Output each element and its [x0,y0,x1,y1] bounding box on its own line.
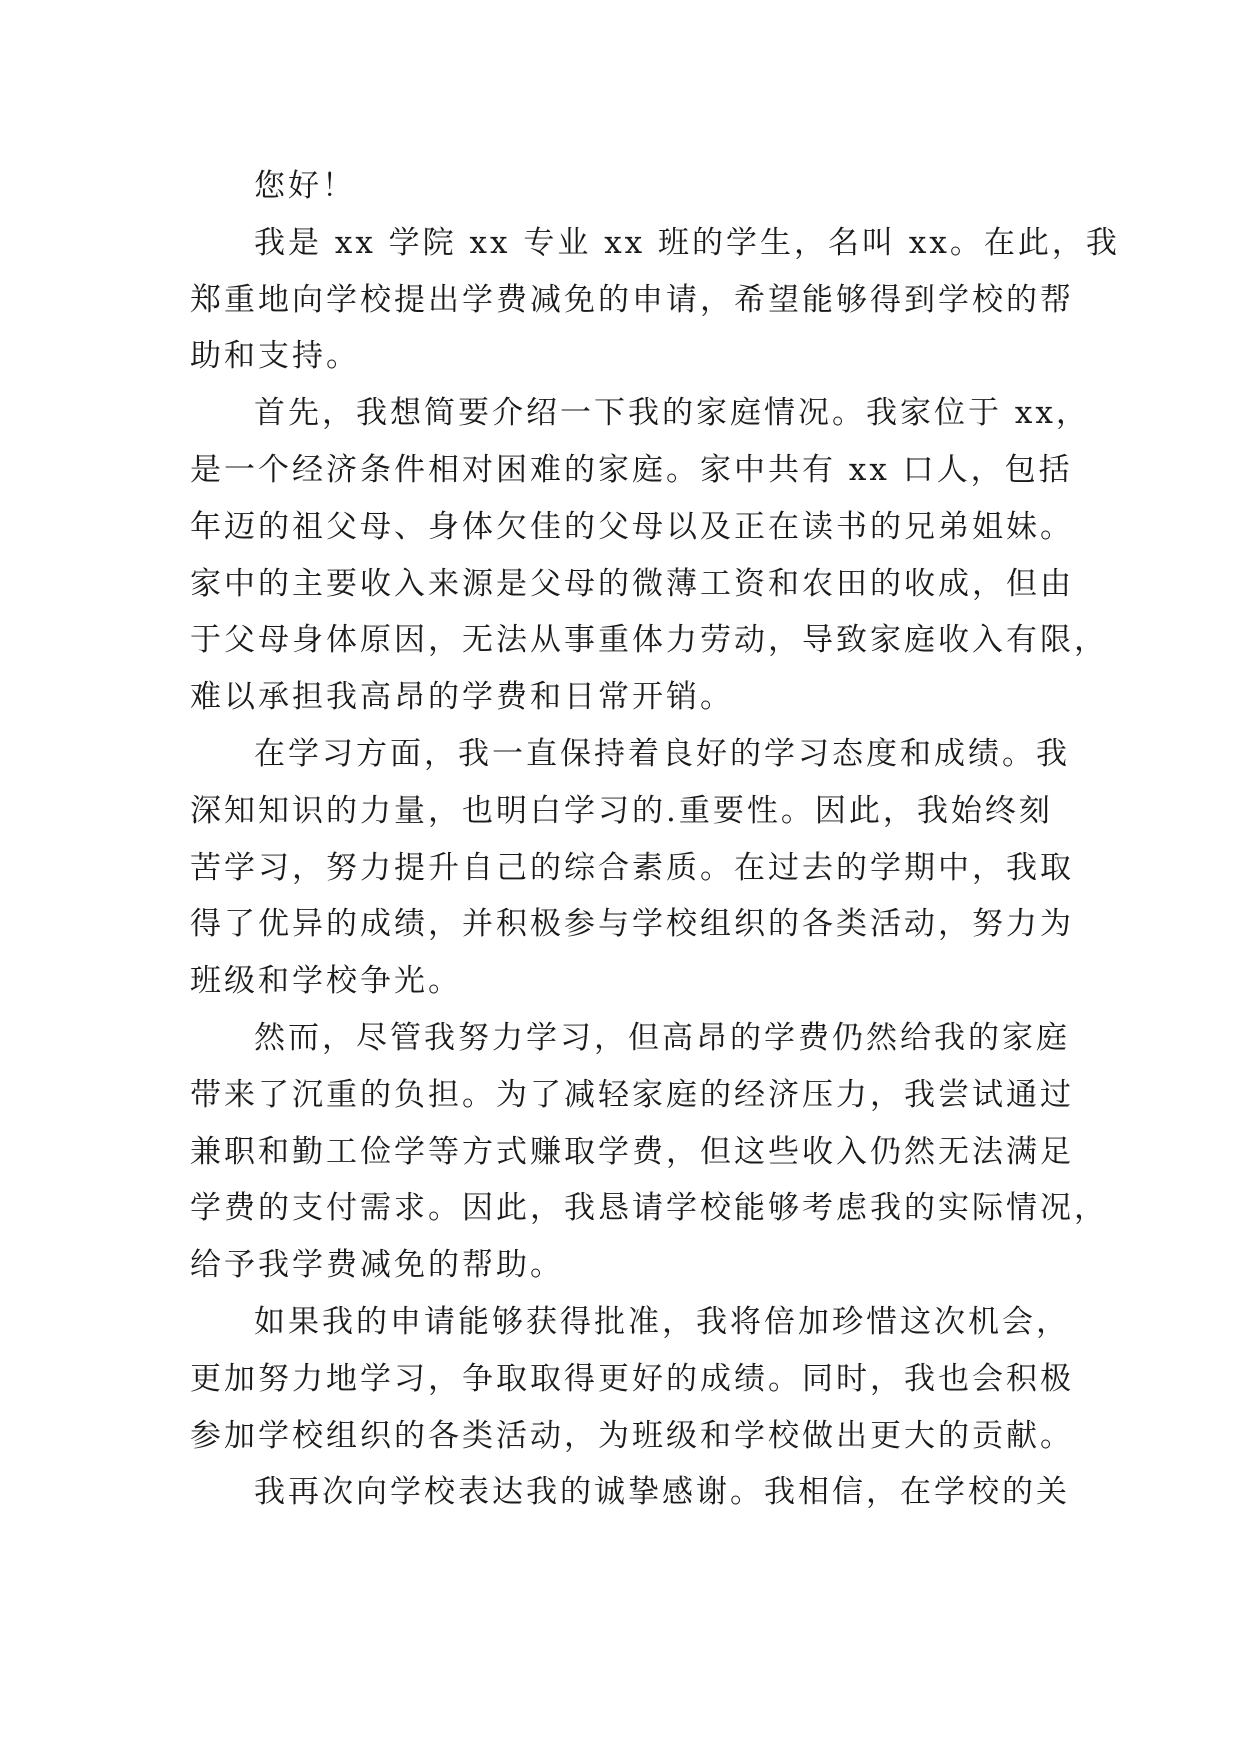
text-line: 难以承担我高昂的学费和日常开销。 [190,679,734,716]
text-line: 给予我学费减免的帮助。 [190,1247,564,1284]
text-line: 参加学校组织的各类活动，为班级和学校做出更大的贡献。 [190,1417,1074,1454]
text-line: 苦学习，努力提升自己的综合素质。在过去的学期中，我取 [190,849,1074,886]
text-line: 学费的支付需求。因此，我恳请学校能够考虑我的实际情况， [190,1190,1108,1227]
text-line: 兼职和勤工俭学等方式赚取学费，但这些收入仍然无法满足 [190,1133,1074,1170]
text-line: 是一个经济条件相对困难的家庭。家中共有 xx 口人，包括 [190,451,1073,488]
text-line: 带来了沉重的负担。为了减轻家庭的经济压力，我尝试通过 [190,1076,1074,1113]
text-line: 家中的主要收入来源是父母的微薄工资和农田的收成，但由 [190,565,1074,602]
letter-body [190,158,1120,1521]
text-line: 郑重地向学校提出学费减免的申请，希望能够得到学校的帮 [190,281,1074,318]
text-line: 于父母身体原因，无法从事重体力劳动，导致家庭收入有限， [190,622,1108,659]
greeting-line: 您好！ [254,168,356,204]
text-line: 如果我的申请能够获得批准，我将倍加珍惜这次机会， [254,1303,1070,1340]
text-line: 在学习方面，我一直保持着良好的学习态度和成绩。我 [254,735,1070,772]
text-line: 首先，我想简要介绍一下我的家庭情况。我家位于 xx， [254,395,1090,432]
text-line: 我再次向学校表达我的诚挚感谢。我相信，在学校的关 [254,1474,1070,1511]
text-line: 班级和学校争光。 [190,963,462,1000]
text-line: 年迈的祖父母、身体欠佳的父母以及正在读书的兄弟姐妹。 [190,508,1074,545]
text-line: 助和支持。 [190,338,360,375]
text-line: 得了优异的成绩，并积极参与学校组织的各类活动，努力为 [190,906,1074,943]
text-line: 深知知识的力量，也明白学习的.重要性。因此，我始终刻 [190,792,1053,829]
text-line: 然而，尽管我努力学习，但高昂的学费仍然给我的家庭 [254,1019,1070,1056]
text-line: 更加努力地学习，争取取得更好的成绩。同时，我也会积极 [190,1360,1074,1397]
text-line: 我是 xx 学院 xx 专业 xx 班的学生，名叫 xx。在此，我 [254,224,1120,261]
